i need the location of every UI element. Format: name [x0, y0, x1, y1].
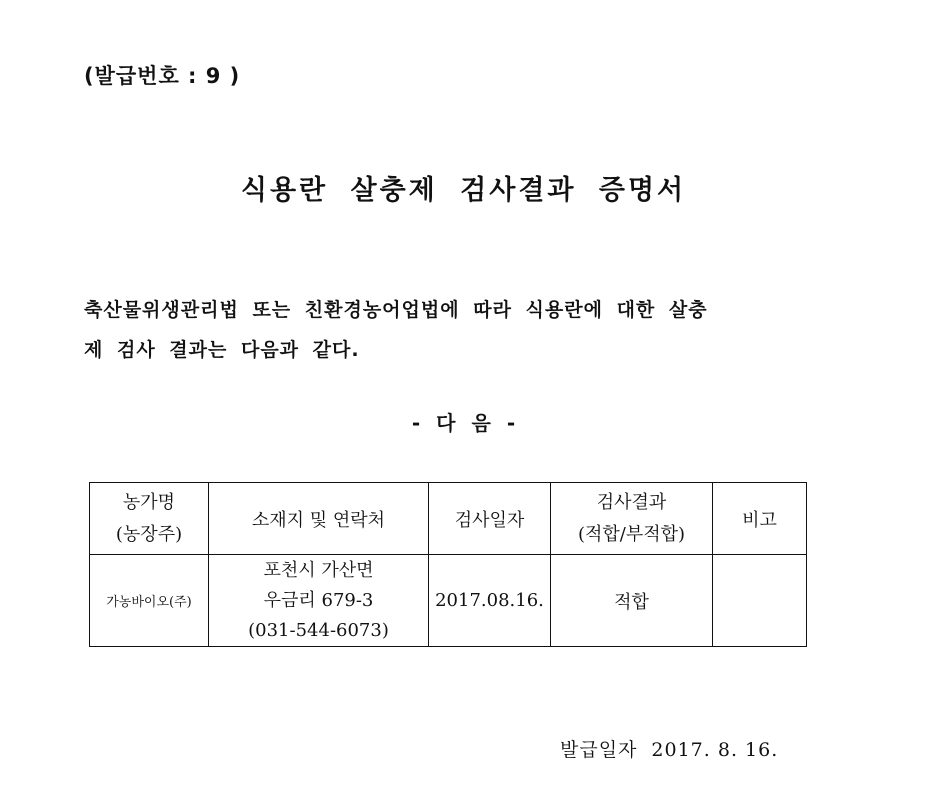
sub-heading-dash-right: - — [506, 411, 516, 435]
header-date: 검사일자 — [429, 483, 551, 555]
header-farm-line1: 농가명 — [122, 491, 176, 513]
header-farm-line2: (농장주) — [115, 523, 183, 545]
sub-heading-dash-left: - — [411, 411, 421, 435]
cell-date: 2017.08.16. — [429, 555, 551, 647]
table-header-row — [90, 483, 807, 555]
farm-name: 가농바이오(주) — [106, 595, 192, 610]
intro-line-2: 제 검사 결과는 다음과 같다. — [84, 339, 360, 361]
header-note: 비고 — [713, 483, 807, 555]
cell-note — [713, 555, 807, 647]
issue-date — [560, 735, 778, 762]
sub-heading-word-1: 다 — [436, 411, 456, 435]
header-farm — [90, 483, 209, 555]
address-line-2: 우금리 679-3 — [263, 589, 374, 611]
issue-date-value: 2017. 8. 16. — [651, 739, 779, 761]
result-table — [89, 482, 807, 647]
intro-paragraph — [84, 290, 824, 370]
document-title: 식용란 살충제 검사결과 증명서 — [240, 175, 687, 206]
header-result — [551, 483, 713, 555]
header-address: 소재지 및 연락처 — [209, 483, 429, 555]
cell-result: 적합 — [551, 555, 713, 647]
intro-line-1: 축산물위생관리법 또는 친환경농어업법에 따라 식용란에 대한 살충 — [84, 299, 708, 321]
cell-farm — [90, 555, 209, 647]
table-row — [90, 555, 807, 647]
header-result-line1: 검사결과 — [596, 491, 667, 513]
address-line-1: 포천시 가산면 — [263, 559, 374, 581]
address-line-3: (031-544-6073) — [248, 619, 389, 641]
cell-address — [209, 555, 429, 647]
issue-date-label: 발급일자 — [560, 739, 638, 761]
issue-number: (발급번호 : 9 ) — [84, 64, 241, 88]
header-result-line2: (적합/부적합) — [577, 523, 686, 545]
sub-heading-word-2: 음 — [471, 411, 491, 435]
sub-heading — [0, 407, 927, 436]
